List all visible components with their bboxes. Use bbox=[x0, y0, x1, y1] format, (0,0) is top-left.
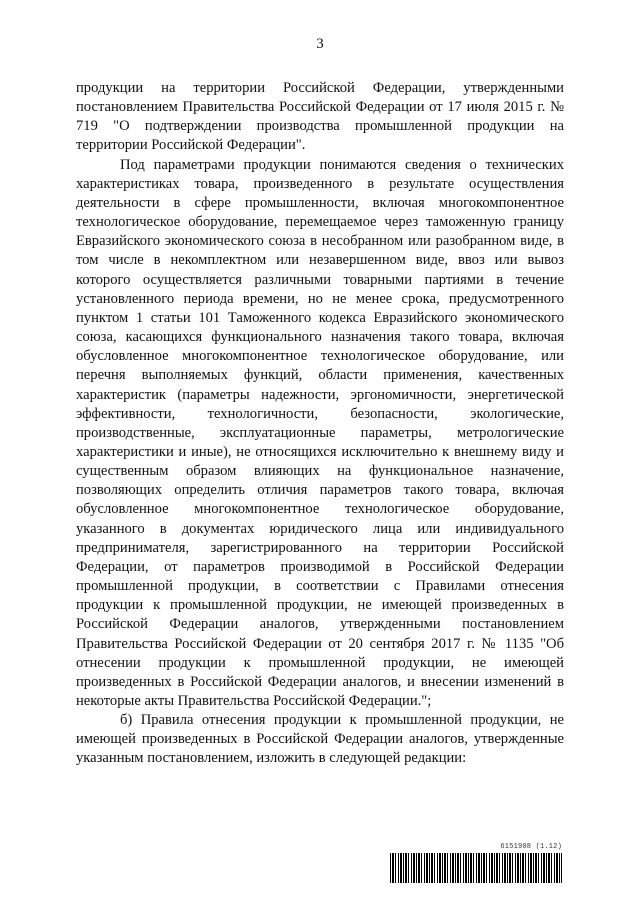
document-barcode bbox=[390, 843, 562, 883]
barcode-icon bbox=[390, 853, 562, 883]
paragraph-item-b: б) Правила отнесения продукции к промышленной продукции, не имеющей произведенных в Российской Федерации аналогов, утвержденные указанным постановлением, изложить в следующей редакции: bbox=[76, 712, 564, 767]
page-number: 3 bbox=[316, 36, 324, 52]
paragraph-product-parameters: Под параметрами продукции понимаются сведения о технических характеристиках товара, произведенного в результате осуществления деятельности в сфере промышленности, включая многокомпонентное технологическое оборудование, перемещаемое через таможенную границу Евразийского экономического союза в несобранном или разобранном виде, в том числе в некомплектном или незавершенном виде, ввоз или вывоз которого осуществляется различными товарными партиями в течение установленного периода времени, но не менее срока, предусмотренного пунктом 1 статьи 101 Таможенного кодекса Евразийского экономического союза, касающихся функционального назначения такого товара, включая обусловленное многокомпонентное технологическое оборудование, или перечня выполняемых функций, области применения, качественных характеристик (параметры надежности, эргономичности, энергетической эффективности, технологичности, безопасности, экологические, производственные, эксплуатационные параметры, метрологические характеристики и иные), не относящихся исключительно к внешнему виду и существенным образом влияющих на функциональное назначение, позволяющих определить отличия параметров такого товара, включая обусловленное многокомпонентное технологическое оборудование, указанного в документах юридического лица или индивидуального предпринимателя, зарегистрированного на территории Российской Федерации, от параметров производимой в Российской Федерации промышленной продукции, в соответствии с Правилами отнесения продукции к промышленной продукции, не имеющей произведенных в Российской Федерации аналогов, утвержденными постановлением Правительства Российской Федерации от 20 сентября 2017 г. № 1135 "Об отнесении продукции к промышленной продукции, не имеющей произведенных в Российской Федерации аналогов, и внесении изменений в некоторые акты Правительства Российской Федерации."; bbox=[76, 156, 564, 709]
paragraph-continuation: продукции на территории Российской Федерации, утвержденными постановлением Правительства Российской Федерации от 17 июля 2015 г. № 719 "О подтверждении производства промышленной продукции на территории Российской Федерации". bbox=[76, 80, 564, 154]
document-body bbox=[76, 79, 564, 769]
barcode-label: 6151908 (1.12) bbox=[500, 843, 562, 851]
